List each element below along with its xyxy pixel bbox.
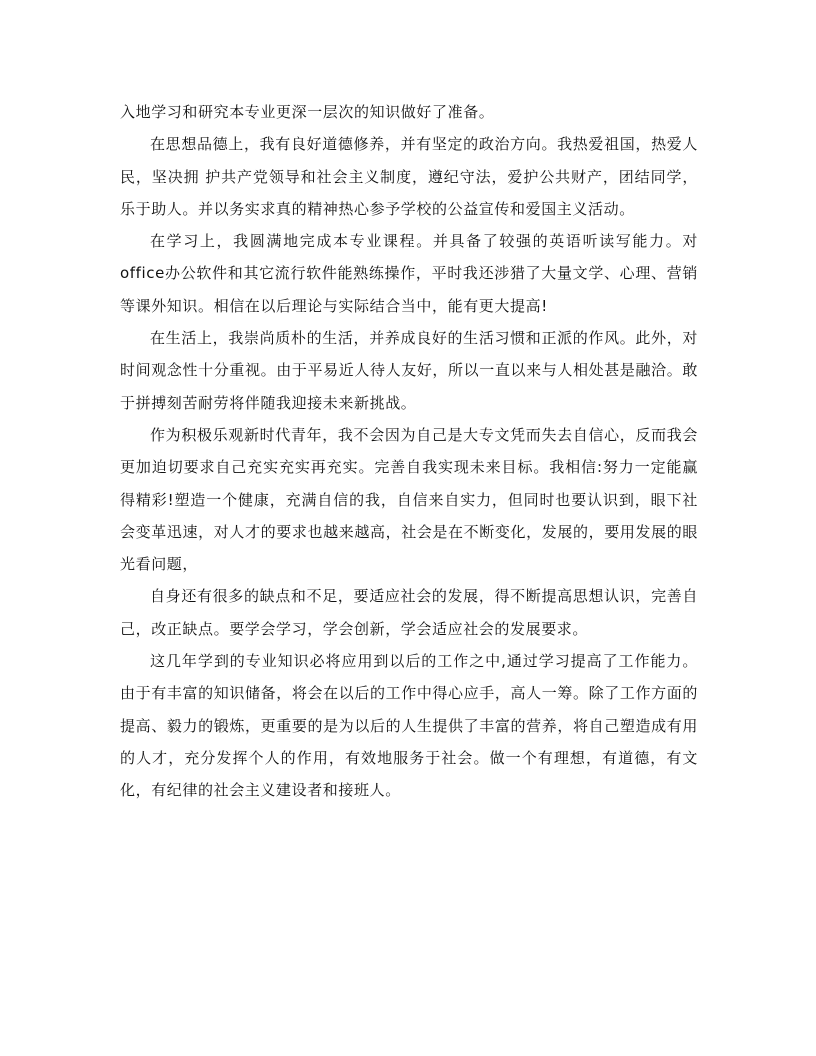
paragraph-shortcomings: 自身还有很多的缺点和不足，要适应社会的发展，得不断提高思想认识，完善自己，改正缺点。要学会学习，学会创新，学会适应社会的发展要求。 [120, 587, 698, 638]
paragraph-conclusion: 这几年学到的专业知识必将应用到以后的工作之中,通过学习提高了工作能力。由于有丰富的知识储备，将会在以后的工作中得心应手，高人一筹。除了工作方面的提高、毅力的锻炼，更重要的是为以后的人生提供了丰富的营养，将自己塑造成有用的人才，充分发挥个人的作用，有效地服务于社会。做一个有理想，有道德，有文化，有纪律的社会主义建设者和接班人。 [120, 652, 698, 800]
paragraph-outlook: 作为积极乐观新时代青年，我不会因为自己是大专文凭而失去自信心，反而我会更加迫切要求自己充实充实再充实。完善自我实现未来目标。我相信:努力一定能赢得精彩!塑造一个健康，充满自信的我，自信来自实力，但同时也要认识到，眼下社会变革迅速，对人才的要求也越来越高，社会是在不断变化，发展的，要用发展的眼光看问题， [120, 425, 698, 574]
paragraph-study: 在学习上，我圆满地完成本专业课程。并具备了较强的英语听读写能力。对office办公软件和其它流行软件能熟练操作，平时我还涉猎了大量文学、心理、营销等课外知识。相信在以后理论与实际结合当中，能有更大提高! [120, 232, 698, 315]
document-body [120, 96, 698, 807]
paragraph-life: 在生活上，我崇尚质朴的生活，并养成良好的生活习惯和正派的作风。此外，对时间观念性十分重视。由于平易近人待人友好，所以一直以来与人相处甚是融洽。敢于拼搏刻苦耐劳将伴随我迎接未来新挑战。 [120, 329, 698, 412]
paragraph-moral-character: 在思想品德上，我有良好道德修养，并有坚定的政治方向。我热爱祖国，热爱人民，坚决拥 护共产党领导和社会主义制度，遵纪守法，爱护公共财产，团结同学，乐于助人。并以务实求真的精神热心参予学校的公益宣传和爱国主义活动。 [120, 135, 698, 218]
paragraph-continuation: 入地学习和研究本专业更深一层次的知识做好了准备。 [120, 103, 495, 121]
